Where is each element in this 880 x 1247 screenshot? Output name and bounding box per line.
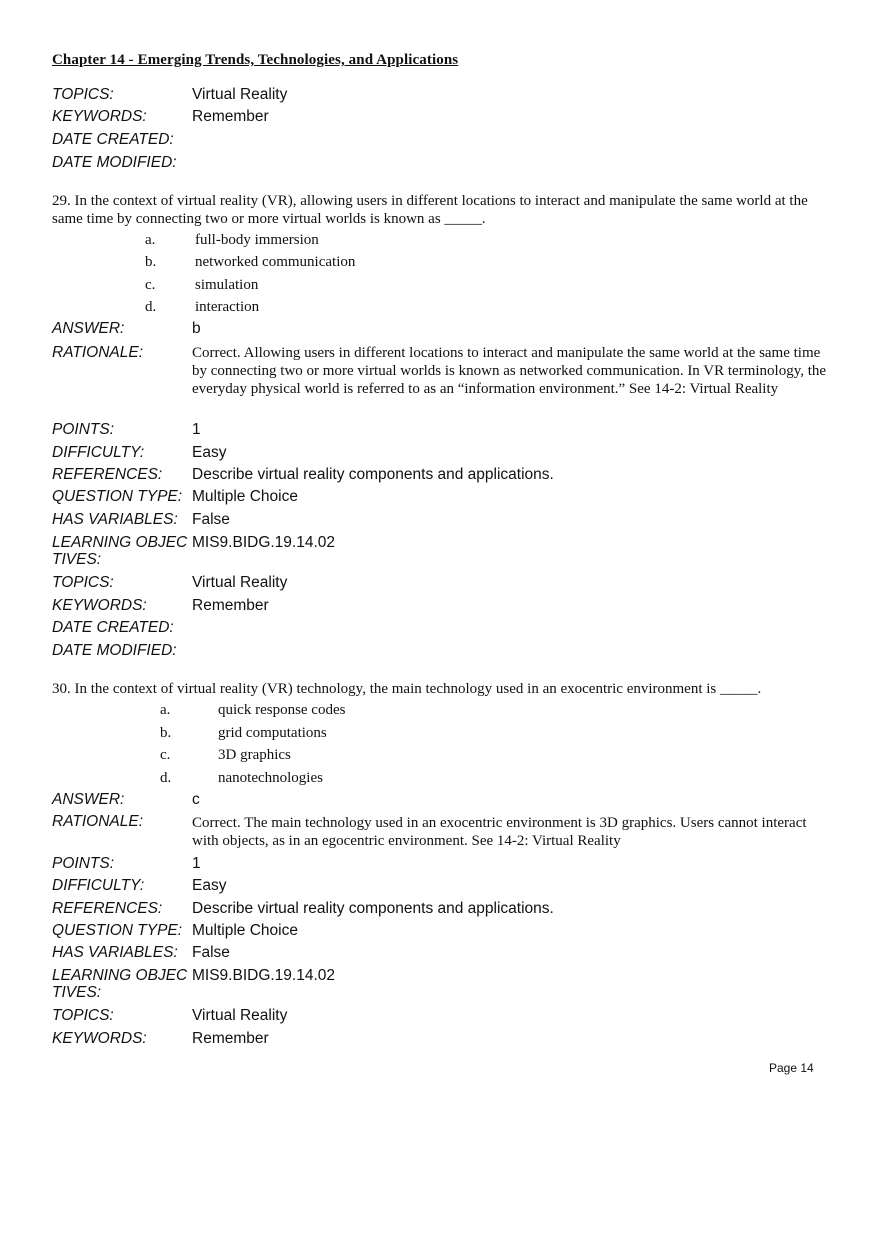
meta-value: MIS9.BIDG.19.14.02 [192,967,336,984]
q30-rationale: Correct. The main technology used in an exocentric environment is 3D graphics. Users cannot interact with objects, as in an egocentric environment. See 14-2: Virtual Reality [192,815,807,849]
option-text: grid computations [218,725,327,741]
option-letter: d. [160,770,172,786]
meta-label: KEYWORDS: [52,597,147,614]
meta-label: KEYWORDS: [52,108,147,125]
meta-value: c [192,791,200,808]
meta-label: ANSWER: [52,320,125,337]
meta-label: HAS VARIABLES: [52,944,178,961]
meta-label: LEARNING OBJECTIVES: [52,534,188,568]
option-text: simulation [195,277,259,293]
meta-value: False [192,511,230,528]
option-text: networked communication [195,254,356,270]
option-letter: a. [145,232,156,248]
meta-label: TOPICS: [52,86,114,103]
meta-value: 1 [192,855,201,872]
option-letter: a. [160,702,171,718]
meta-value: Multiple Choice [192,488,298,505]
meta-label: DATE MODIFIED: [52,642,177,659]
meta-label: RATIONALE: [52,344,144,361]
option-letter: b. [145,254,157,270]
meta-value: Virtual Reality [192,1007,288,1024]
meta-value: Multiple Choice [192,922,298,939]
option-text: nanotechnologies [218,770,323,786]
meta-value: Virtual Reality [192,86,288,103]
meta-value: 1 [192,421,201,438]
option-letter: b. [160,725,172,741]
meta-label: ANSWER: [52,791,125,808]
meta-value: False [192,944,230,961]
meta-value: Remember [192,1030,269,1047]
meta-value: Remember [192,108,269,125]
meta-label: TOPICS: [52,1007,114,1024]
meta-value: Describe virtual reality components and applications. [192,466,554,483]
meta-value: Describe virtual reality components and applications. [192,900,554,917]
meta-label: REFERENCES: [52,466,163,483]
option-text: interaction [195,299,260,315]
meta-label: DIFFICULTY: [52,877,145,894]
page-number: Page 14 [769,1061,814,1075]
option-letter: c. [160,747,171,763]
meta-label: KEYWORDS: [52,1030,147,1047]
question-29-stem: 29. In the context of virtual reality (VR), allowing users in different locations to interact and manipulate the same world at the same time by connecting two or more virtual worlds is known as _____. [52,193,808,227]
meta-label: REFERENCES: [52,900,163,917]
option-text: 3D graphics [218,747,291,763]
meta-value: Easy [192,877,227,894]
meta-label: QUESTION TYPE: [52,922,183,939]
option-letter: c. [145,277,156,293]
meta-label: DATE MODIFIED: [52,154,177,171]
meta-label: QUESTION TYPE: [52,488,183,505]
meta-label: DIFFICULTY: [52,444,145,461]
meta-value: Virtual Reality [192,574,288,591]
option-letter: d. [145,299,157,315]
meta-value: Easy [192,444,227,461]
option-text: full-body immersion [195,232,319,248]
meta-value: Remember [192,597,269,614]
meta-label: TOPICS: [52,574,114,591]
question-30-stem: 30. In the context of virtual reality (VR) technology, the main technology used in an exocentric environment is _____. [52,681,762,697]
meta-label: DATE CREATED: [52,131,174,148]
meta-label: HAS VARIABLES: [52,511,178,528]
meta-value: b [192,320,201,337]
chapter-title: Chapter 14 - Emerging Trends, Technologies, and Applications [52,52,459,68]
meta-label: LEARNING OBJECTIVES: [52,967,188,1001]
meta-label: POINTS: [52,855,115,872]
meta-label: RATIONALE: [52,813,144,830]
meta-label: DATE CREATED: [52,619,174,636]
meta-label: POINTS: [52,421,115,438]
q29-rationale: Correct. Allowing users in different locations to interact and manipulate the same world at the same time by connecting two or more virtual worlds is known as networked communication. In VR terminology, the everyday physical world is referred to as an “information environment.” See 14-2: Virtual Reality [192,345,827,397]
option-text: quick response codes [218,702,346,718]
meta-value: MIS9.BIDG.19.14.02 [192,534,336,551]
